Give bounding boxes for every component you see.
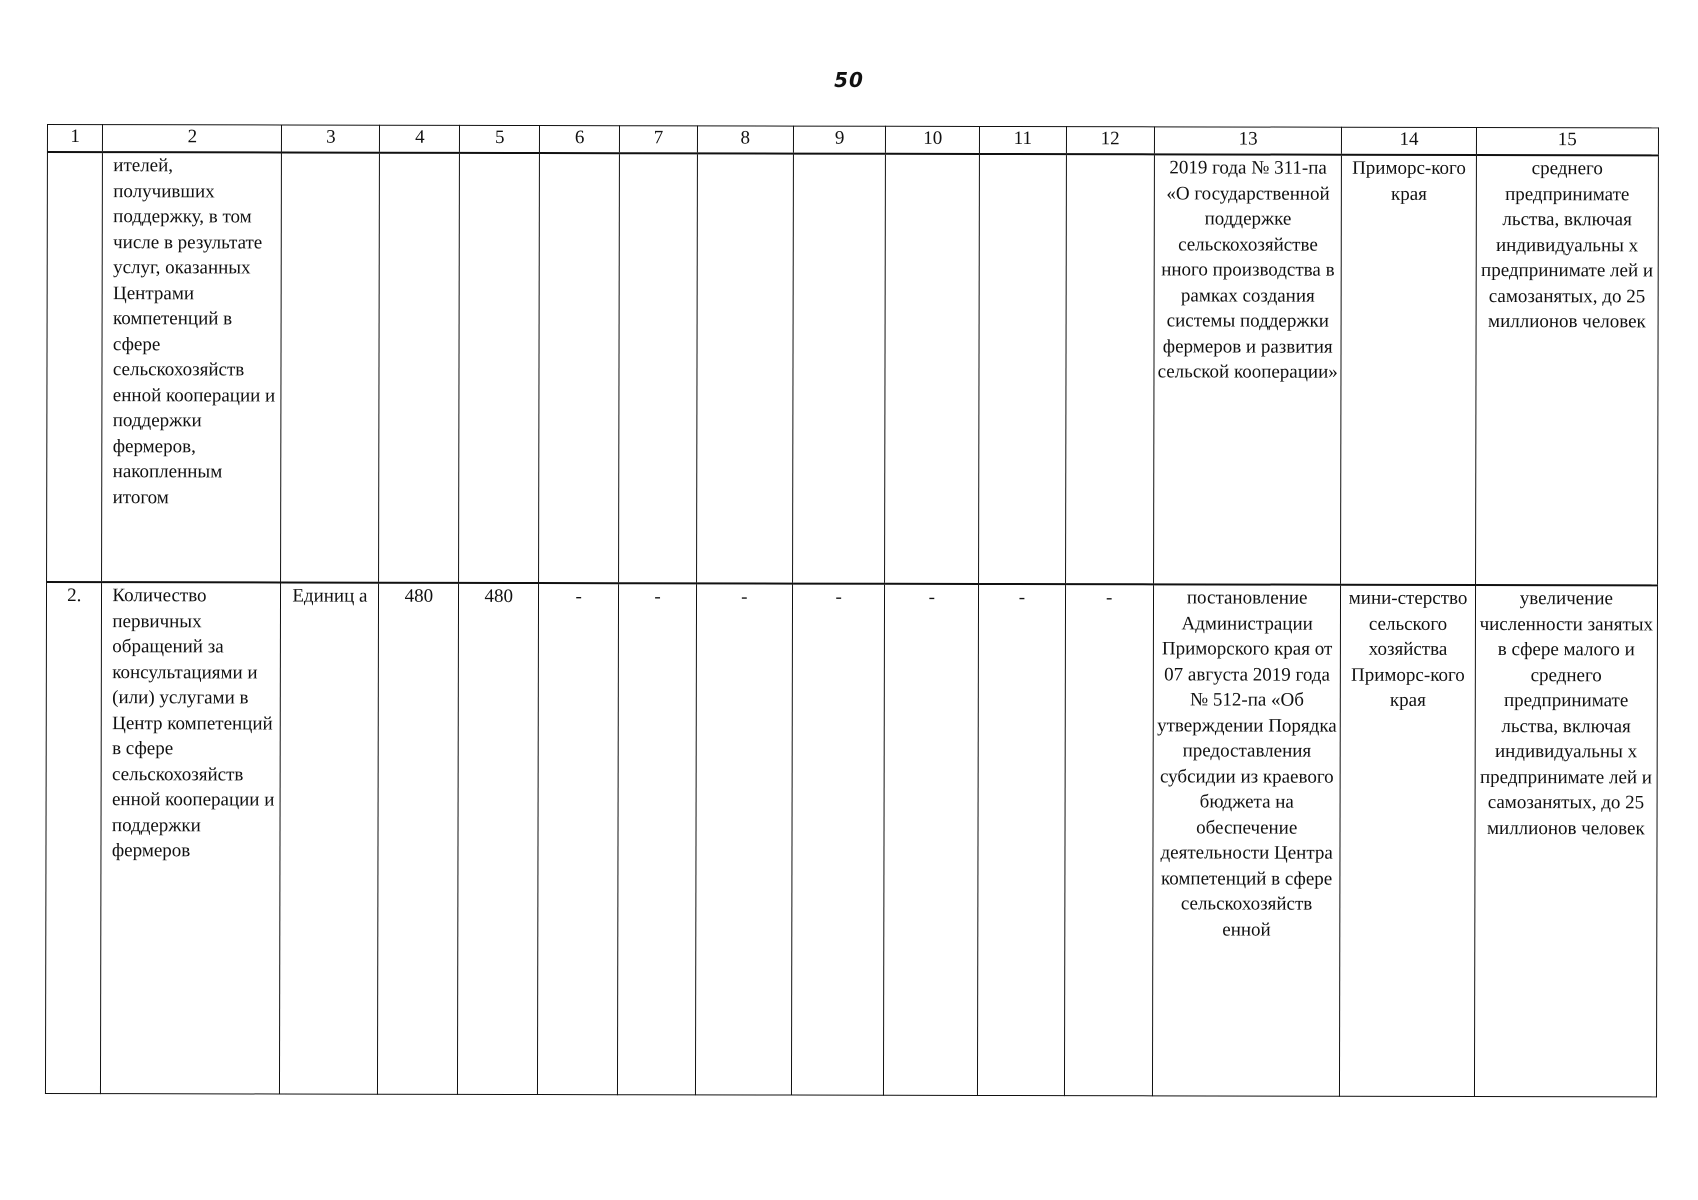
column-number-14: 14 [1342,127,1476,155]
column-number-15: 15 [1476,127,1658,155]
column-number-4: 4 [380,125,460,153]
cell-legal-basis: 2019 года № 311-па «О государственной поддержке сельскохозяйстве нного производства в рамках создания системы поддержки фермеров и развития сельской кооперации» [1153,154,1341,584]
cell-value-11: - [978,584,1065,1096]
cell-goal: среднего предпринимате льства, включая индивидуальны х предпринимате лей и самозанятых, до 25 миллионов человек [1475,155,1658,585]
cell-indicator-name: ителей, получивших поддержку, в том числе в результате услуг, оказанных Центрами компетенций в сфере сельскохозяйств енной кооперации и поддержки фермеров, накопленным итогом [102,152,282,582]
column-number-1: 1 [47,125,102,153]
header-row [47,125,1658,156]
column-number-5: 5 [460,125,540,153]
cell-value-8: - [695,583,792,1095]
table-row-2 [45,582,1657,1097]
cell-value-6 [539,153,620,583]
column-number-7: 7 [620,126,698,154]
cell-value-5: 480 [458,583,539,1095]
cell-legal-basis: постановление Администрации Приморского края от 07 августа 2019 года № 512-па «Об утверждении Порядка предоставления субсидии из краевого бюджета на обеспечение деятельности Центра компетенций в сфере сельскохозяйств енной [1152,584,1341,1096]
cell-value-10 [885,154,980,584]
cell-value-12 [1065,154,1154,584]
cell-number: 2. [45,582,101,1094]
table-container [45,124,1659,1097]
column-number-12: 12 [1066,127,1154,155]
column-number-11: 11 [980,126,1066,154]
column-number-9: 9 [793,126,886,154]
cell-value-10: - [884,584,979,1096]
column-number-13: 13 [1154,127,1342,155]
column-number-3: 3 [282,125,380,153]
column-number-2: 2 [103,125,282,153]
column-number-6: 6 [540,126,620,154]
cell-responsible: мини-стерство сельского хозяйства Приморс-кого края [1340,585,1475,1097]
cell-value-4: 480 [378,583,459,1095]
cell-number [47,152,103,582]
cell-value-9: - [791,584,885,1096]
cell-goal: увеличение численности занятых в сфере малого и среднего предпринимате льства, включая индивидуальны х предпринимате лей и самозанятых, до 25 миллионов человек [1474,585,1657,1097]
cell-responsible: Приморс-кого края [1341,155,1476,585]
cell-value-5 [459,153,540,583]
column-number-10: 10 [886,126,980,154]
column-number-8: 8 [697,126,793,154]
cell-indicator-name: Количество первичных обращений за консультациями и (или) услугами в Центр компетенций в сфере сельскохозяйств енной кооперации и поддержки фермеров [101,582,281,1094]
indicators-table [45,124,1659,1097]
cell-value-11 [979,154,1066,584]
cell-value-7: - [618,583,697,1095]
cell-value-6: - [538,583,619,1095]
cell-value-8 [696,153,793,583]
table-row-continued [47,152,1659,585]
cell-value-7 [619,153,698,583]
cell-value-12: - [1064,584,1153,1096]
cell-unit: Единиц а [280,582,379,1094]
cell-value-4 [379,153,460,583]
cell-unit [281,152,380,582]
page-number: 50 [834,68,864,92]
cell-value-9 [792,154,886,584]
